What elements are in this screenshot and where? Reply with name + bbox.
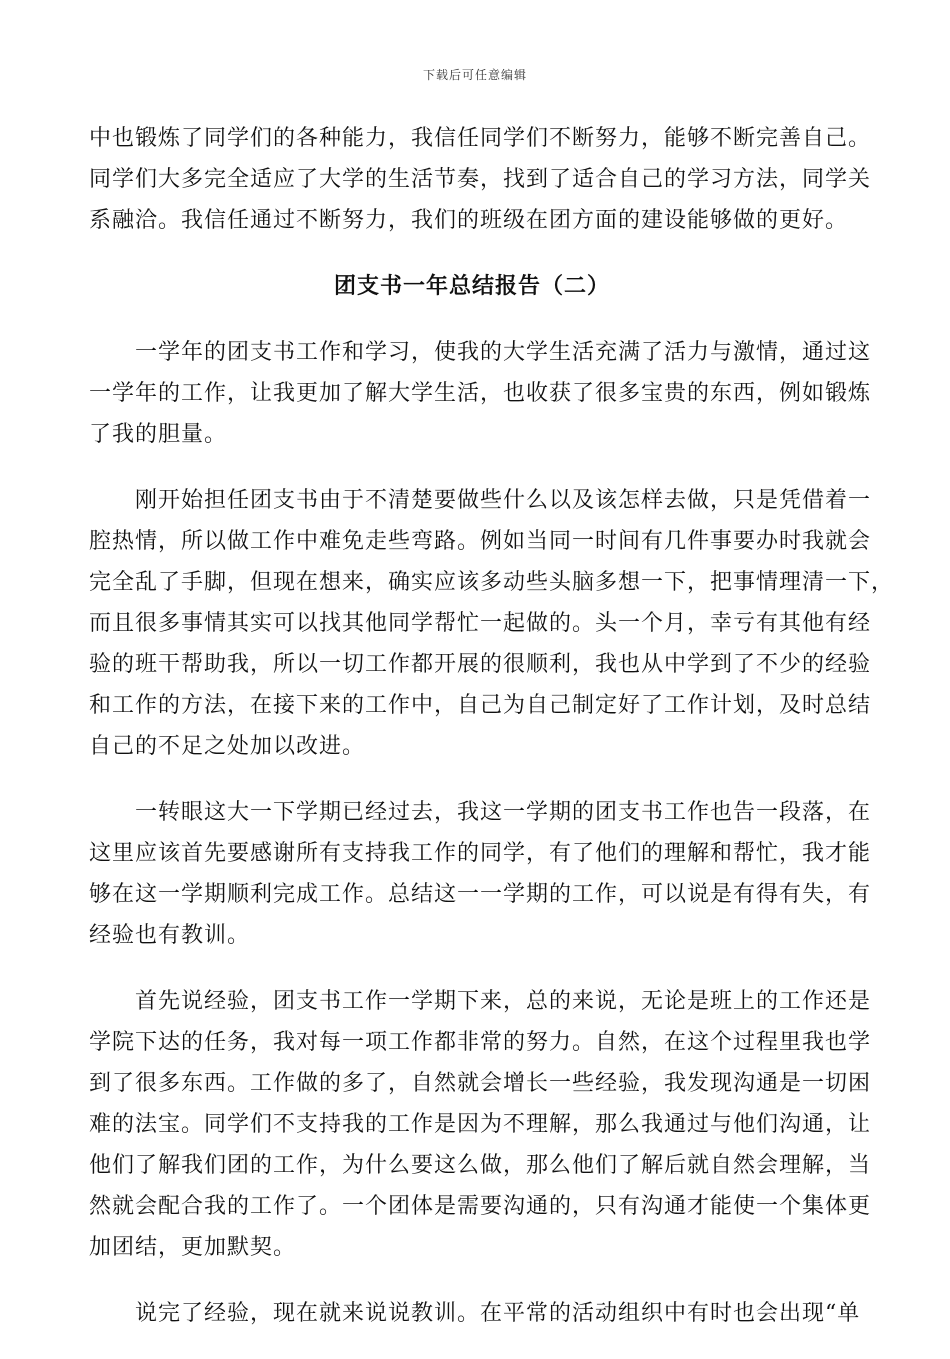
paragraph	[89, 1293, 861, 1334]
text-line: 刚开始担任团支书由于不清楚要做些什么以及该怎样去做，只是凭借着一	[135, 488, 872, 513]
paragraph	[89, 792, 872, 956]
text-line: 难的法宝。同学们不支持我的工作是因为不理解，那么我通过与他们沟通，让	[89, 1112, 872, 1137]
text-line: 加团结，更加默契。	[89, 1235, 297, 1260]
text-line: 他们了解我们团的工作，为什么要这么做，那么他们了解后就自然会理解，当	[89, 1153, 872, 1178]
text-line: 了我的胆量。	[89, 422, 228, 447]
page-header: 下载后可任意编辑	[422, 68, 527, 82]
text-line: 这里应该首先要感谢所有支持我工作的同学，有了他们的理解和帮忙，我才能	[89, 841, 872, 866]
text-line: 一学年的工作，让我更加了解大学生活，也收获了很多宝贵的东西，例如锻炼	[89, 381, 872, 406]
text-line: 然就会配合我的工作了。一个团体是需要沟通的，只有沟通才能使一个集体更	[89, 1194, 872, 1219]
text-line: 经验也有教训。	[89, 923, 251, 948]
text-line: 而且很多事情其实可以找其他同学帮忙一起做的。头一个月，幸亏有其他有经	[89, 611, 872, 636]
paragraph	[89, 480, 895, 767]
text-line: 一转眼这大一下学期已经过去，我这一学期的团支书工作也告一段落，在	[135, 800, 872, 825]
document-body	[89, 118, 895, 1359]
text-line: 到了很多东西。工作做的多了，自然就会增长一些经验，我发现沟通是一切困	[89, 1071, 872, 1096]
text-line: 同学们大多完全适应了大学的生活节奏，找到了适合自己的学习方法，同学关	[89, 167, 872, 192]
text-line: 系融洽。我信任通过不断努力，我们的班级在团方面的建设能够做的更好。	[89, 208, 849, 233]
text-line: 够在这一学期顺利完成工作。总结这一一学期的工作，可以说是有得有失，有	[89, 882, 872, 907]
text-line: 腔热情，所以做工作中难免走些弯路。例如当同一时间有几件事要办时我就会	[89, 529, 872, 554]
paragraph	[89, 332, 872, 455]
text-line: 验的班干帮助我，所以一切工作都开展的很顺利，我也从中学到了不少的经验	[89, 652, 872, 677]
text-line: 自己的不足之处加以改进。	[89, 734, 366, 759]
text-line: 说完了经验，现在就来说说教训。在平常的活动组织中有时也会出现“单	[135, 1301, 861, 1326]
intro-paragraph	[89, 118, 872, 241]
paragraph	[89, 981, 872, 1268]
text-line: 和工作的方法，在接下来的工作中，自己为自己制定好了工作计划，及时总结	[89, 693, 872, 718]
text-line: 首先说经验，团支书工作一学期下来，总的来说，无论是班上的工作还是	[135, 989, 872, 1014]
text-line: 一学年的团支书工作和学习，使我的大学生活充满了活力与激情，通过这	[135, 340, 872, 365]
section-title: 团支书一年总结报告（二）	[333, 273, 610, 299]
text-line: 中也锻炼了同学们的各种能力，我信任同学们不断努力，能够不断完善自己。	[89, 126, 872, 151]
text-line: 学院下达的任务，我对每一项工作都非常的努力。自然，在这个过程里我也学	[89, 1030, 872, 1055]
text-line: 完全乱了手脚，但现在想来，确实应该多动些头脑多想一下，把事情理清一下，	[89, 570, 895, 595]
